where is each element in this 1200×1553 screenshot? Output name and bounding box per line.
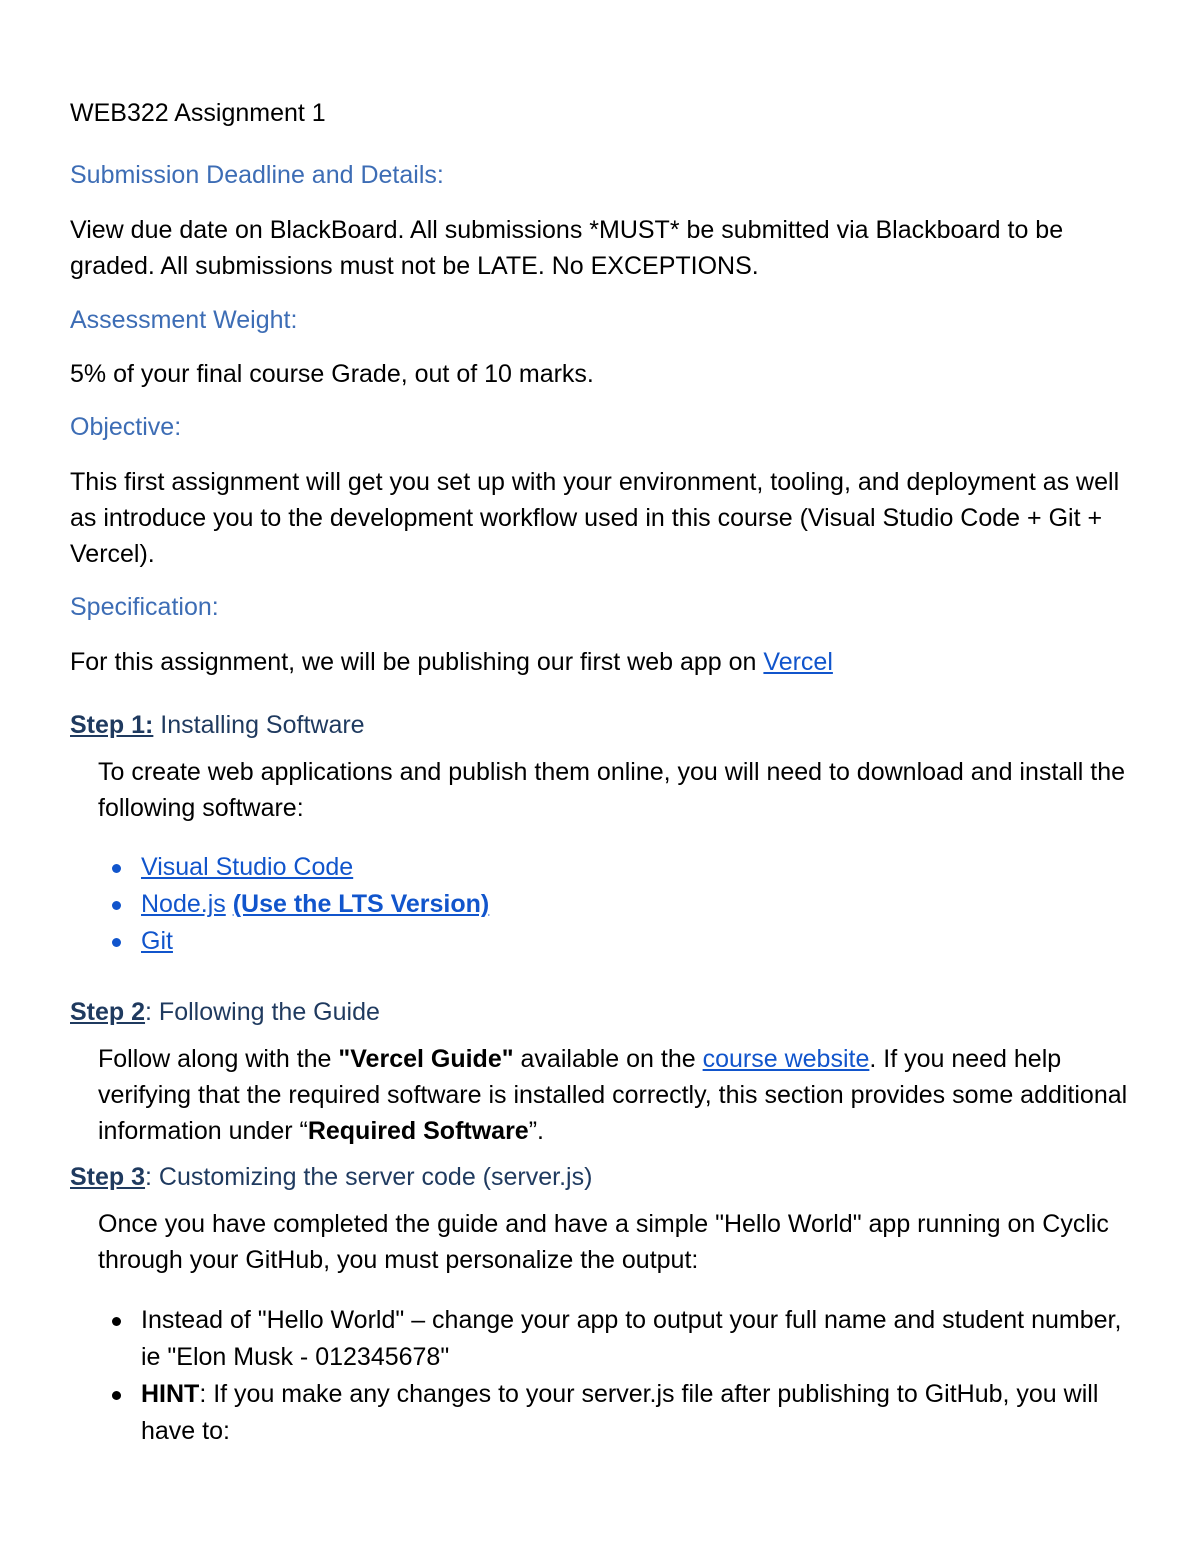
step2-text-1: Follow along with the [98, 1045, 339, 1073]
submission-body: View due date on BlackBoard. All submissions *MUST* be submitted via Blackboard to be graded. All submissions must not be LATE. No EXCEPTIONS. [70, 216, 1064, 280]
hint-body: : If you make any changes to your server.js file after publishing to GitHub, you will have to: [141, 1380, 1099, 1445]
step3-heading [70, 1160, 592, 1194]
vercel-guide-name: "Vercel Guide" [338, 1045, 514, 1073]
nodejs-link[interactable]: Node.js [141, 890, 226, 918]
step2-label: Step 2 [70, 998, 146, 1026]
step1-label: Step 1: [70, 711, 154, 739]
step2-body [98, 1041, 1138, 1149]
list-item [70, 1376, 1130, 1450]
specification-heading: Specification: [70, 593, 219, 621]
weight-body: 5% of your final course Grade, out of 10 marks. [70, 360, 594, 388]
step3-title: : Customizing the server code (server.js) [145, 1163, 593, 1191]
vercel-link[interactable]: Vercel [763, 648, 833, 676]
step2-text-4: ”. [528, 1117, 544, 1145]
list-item [70, 923, 1130, 960]
required-software-label: Required Software [307, 1117, 529, 1145]
list-item [70, 886, 1130, 923]
submission-heading: Submission Deadline and Details: [70, 161, 444, 189]
objective-heading: Objective: [70, 413, 182, 441]
step2-title: : Following the Guide [145, 998, 380, 1026]
step2-text-3: . If you need help verifying that the required software is installed correctly, this section provides some additional information under “ [98, 1045, 1128, 1145]
step1-body: To create web applications and publish them online, you will need to download and install the following software: [98, 758, 1126, 822]
step3-label: Step 3 [70, 1163, 146, 1191]
document-title: WEB322 Assignment 1 [70, 99, 326, 127]
course-website-link[interactable]: course website [702, 1045, 870, 1073]
git-link[interactable]: Git [141, 927, 173, 955]
step2-text-2: available on the [513, 1045, 703, 1073]
step2-heading [70, 995, 380, 1029]
step3-body: Once you have completed the guide and have a simple "Hello World" app running on Cyclic through your GitHub, you must personalize the output: [98, 1210, 1109, 1274]
step3-list [70, 1302, 1130, 1450]
specification-text: For this assignment, we will be publishing our first web app on [70, 648, 764, 676]
objective-body: This first assignment will get you set up with your environment, tooling, and deployment as well as introduce you to the development workflow used in this course (Visual Studio Code + Git + Vercel). [70, 468, 1120, 568]
hint-label: HINT [141, 1380, 200, 1408]
nodejs-lts-link[interactable]: (Use the LTS Version) [232, 890, 490, 918]
vscode-link[interactable]: Visual Studio Code [141, 853, 354, 881]
step1-heading [70, 708, 365, 742]
weight-heading: Assessment Weight: [70, 306, 298, 334]
list-item [70, 849, 1130, 886]
specification-body [70, 644, 1140, 680]
list-item: Instead of "Hello World" – change your app to output your full name and student number, ie "Elon Musk - 012345678" [70, 1302, 1130, 1376]
step1-title: Installing Software [153, 711, 365, 739]
software-list [70, 849, 1130, 960]
